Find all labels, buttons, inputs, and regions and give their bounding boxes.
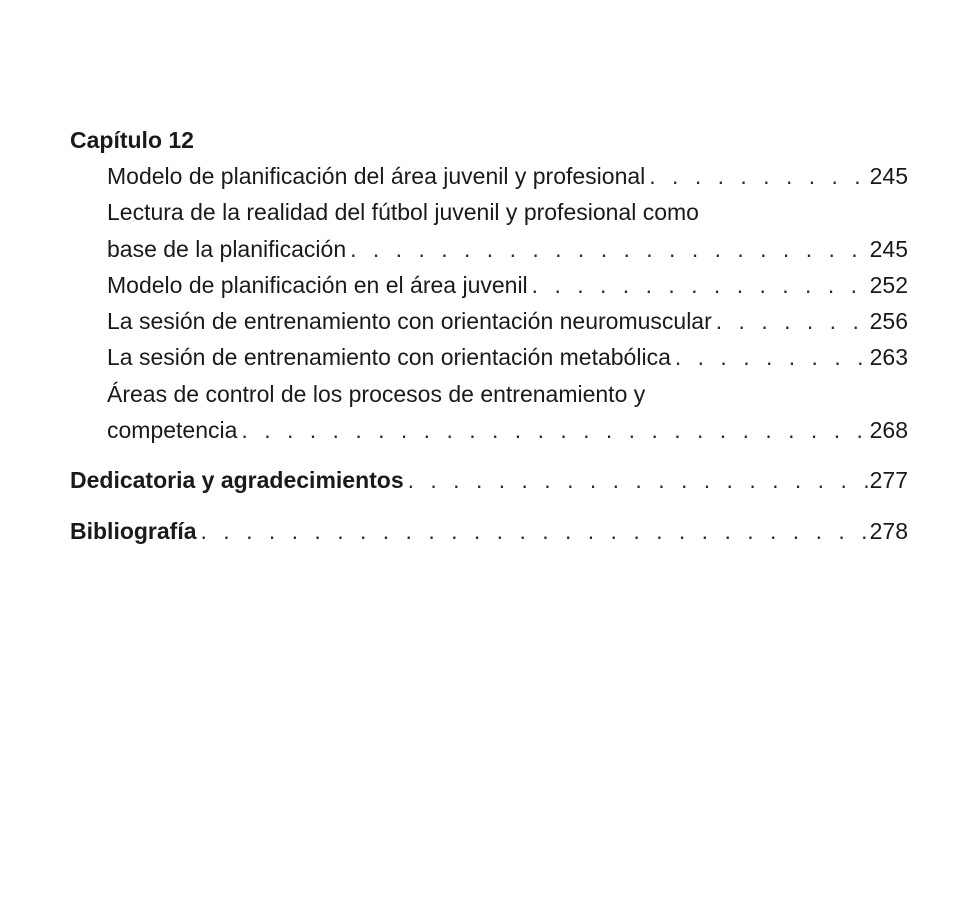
dot-leader: [712, 303, 870, 339]
toc-entry-title: competencia: [107, 417, 238, 444]
chapter-entries: [70, 158, 908, 448]
toc-entry-page: 268: [869, 417, 908, 444]
toc-entry-page: 263: [869, 344, 908, 371]
toc-entry[interactable]: [70, 194, 908, 267]
toc-section-page: 278: [869, 517, 908, 544]
toc-entry-title: base de la planificación: [107, 235, 347, 262]
toc-entry[interactable]: [70, 339, 908, 375]
toc-entry-title: Modelo de planificación en el área juvenil: [107, 271, 528, 298]
toc-entry-title: La sesión de entrenamiento con orientación neuromuscular: [107, 308, 712, 335]
chapter-title: Capítulo 12: [70, 127, 194, 153]
toc-section-row: [70, 513, 908, 549]
toc-entry[interactable]: [70, 376, 908, 449]
toc-entry-title: La sesión de entrenamiento con orientación metabólica: [107, 344, 671, 371]
toc-entry-title-line: Lectura de la realidad del fútbol juvenil y profesional como: [107, 199, 699, 226]
toc-entry-page: 245: [869, 235, 908, 262]
dot-leader: [404, 462, 870, 498]
toc-section-row: [70, 462, 908, 498]
toc-entry-row: [107, 267, 908, 303]
toc-entry-page: 245: [869, 163, 908, 189]
toc-entry-title-line: Áreas de control de los procesos de entrenamiento y: [107, 380, 646, 407]
table-of-contents: [70, 122, 908, 549]
dot-leader: [645, 158, 869, 194]
dot-leader: [528, 267, 870, 303]
dot-leader: [197, 513, 870, 549]
toc-entry-page: 252: [869, 271, 908, 298]
toc-entry-row: [107, 339, 908, 375]
toc-section-dedicatoria[interactable]: [70, 462, 908, 498]
toc-entry[interactable]: [70, 267, 908, 303]
dot-leader: [671, 339, 870, 375]
toc-section-bibliografia[interactable]: [70, 513, 908, 549]
toc-section-page: 277: [869, 467, 908, 494]
toc-entry-page: 256: [869, 308, 908, 335]
toc-entry-row: [107, 303, 908, 339]
toc-section-title: Bibliografía: [70, 517, 197, 544]
toc-entry[interactable]: [70, 158, 908, 194]
toc-entry-row: [107, 158, 908, 194]
toc-entry-row: [107, 231, 908, 267]
dot-leader: [237, 412, 869, 448]
dot-leader: [346, 231, 870, 267]
toc-entry[interactable]: [70, 303, 908, 339]
toc-entry-title: Modelo de planificación del área juvenil y profesional: [107, 163, 646, 189]
toc-entry-row: [107, 412, 908, 448]
toc-section-title: Dedicatoria y agradecimientos: [70, 467, 404, 494]
